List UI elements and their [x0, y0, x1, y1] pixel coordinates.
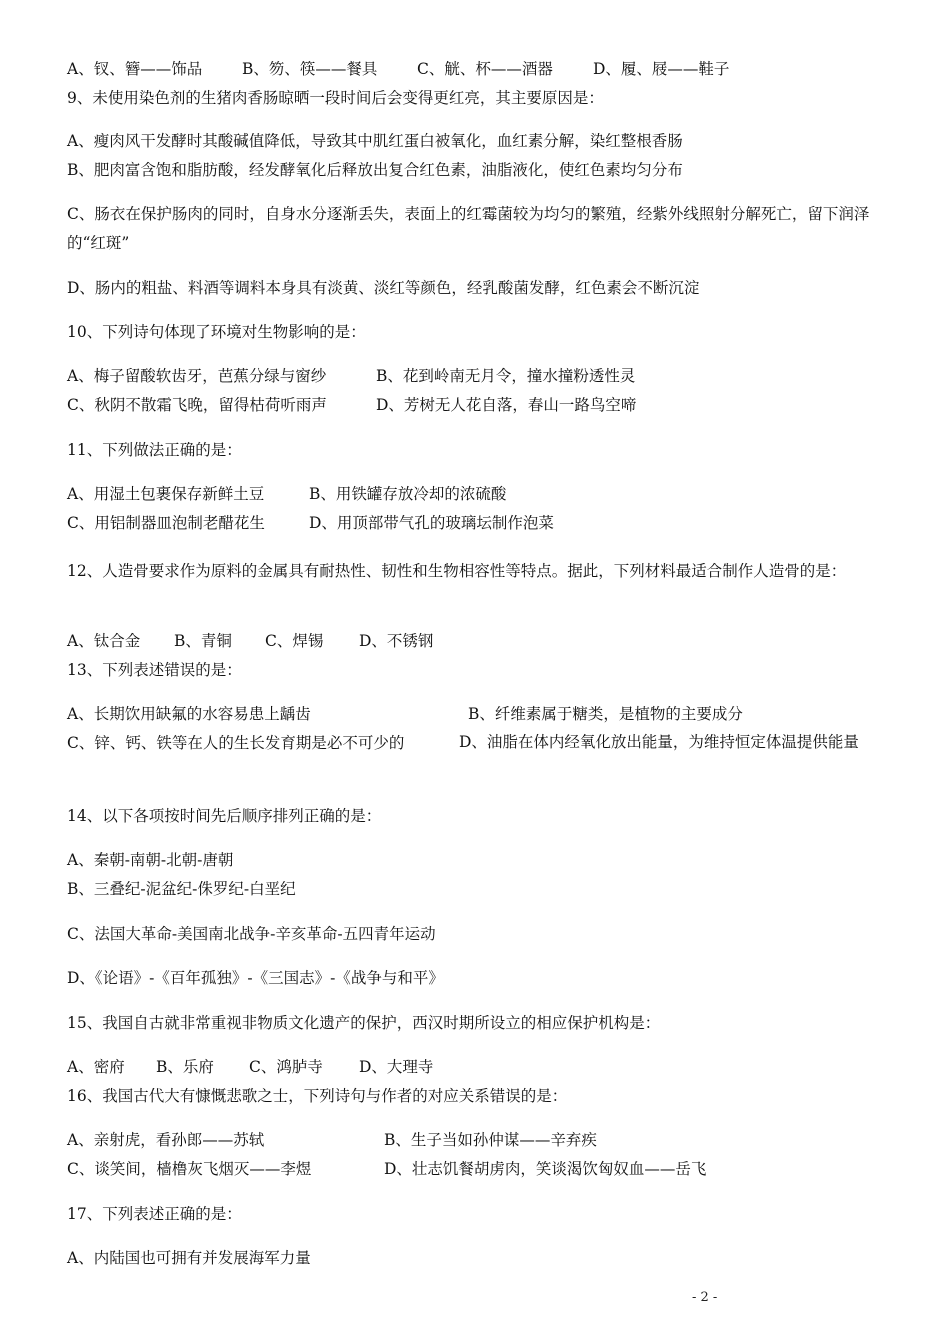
q11-option-d: D、用顶部带气孔的玻璃坛制作泡菜	[309, 514, 554, 532]
q13-option-c: C、锌、钙、铁等在人的生长发育期是必不可少的	[67, 734, 405, 752]
q12-question: 12、人造骨要求作为原料的金属具有耐热性、韧性和生物相容性等特点。据此，下列材料最适合制作人造骨的是：	[67, 562, 847, 580]
q15-option-b: B、乐府	[156, 1058, 214, 1076]
q13-row-1	[67, 704, 887, 724]
q10-question: 10、下列诗句体现了环境对生物影响的是：	[67, 323, 366, 341]
q12-option-c: C、焊锡	[265, 632, 324, 650]
q15-options-row	[67, 1057, 887, 1077]
q12-option-a: A、钛合金	[67, 632, 141, 650]
q16-option-d: D、壮志饥餐胡虏肉，笑谈渴饮匈奴血——岳飞	[384, 1160, 707, 1178]
q14-option-d: D、《论语》-《百年孤独》-《三国志》-《战争与和平》	[67, 969, 444, 987]
q11-option-b: B、用铁罐存放冷却的浓硫酸	[309, 485, 507, 503]
q9-option-a: A、瘦肉风干发酵时其酸碱值降低，导致其中肌红蛋白被氧化，血红素分解，染红整根香肠	[67, 132, 683, 150]
q10-row-2	[67, 395, 887, 415]
q8-option-a: A、钗、簪——饰品	[67, 60, 203, 78]
q16-row-1	[67, 1130, 887, 1150]
q14-question: 14、以下各项按时间先后顺序排列正确的是：	[67, 807, 382, 825]
q16-option-a: A、亲射虎，看孙郎——苏轼	[67, 1131, 265, 1149]
q15-option-c: C、鸿胪寺	[249, 1058, 323, 1076]
q9-question: 9、未使用染色剂的生猪肉香肠晾晒一段时间后会变得更红亮，其主要原因是：	[67, 89, 604, 107]
q9-option-d: D、肠内的粗盐、料酒等调料本身具有淡黄、淡红等颜色，经乳酸菌发酵，红色素会不断沉淀	[67, 279, 700, 297]
q13-question: 13、下列表述错误的是：	[67, 661, 242, 679]
q11-option-a: A、用湿土包裹保存新鲜土豆	[67, 485, 265, 503]
q17-option-a: A、内陆国也可拥有并发展海军力量	[67, 1249, 311, 1267]
q13-option-b: B、纤维素属于糖类，是植物的主要成分	[468, 705, 743, 723]
q14-option-c: C、法国大革命-美国南北战争-辛亥革命-五四青年运动	[67, 925, 436, 943]
q10-option-d: D、芳树无人花自落，春山一路鸟空啼	[376, 396, 637, 414]
q8-option-b: B、笏、筷——餐具	[242, 60, 378, 78]
q16-option-b: B、生子当如孙仲谋——辛弃疾	[384, 1131, 597, 1149]
q8-option-d: D、履、屐——鞋子	[593, 60, 730, 78]
q14-option-a: A、秦朝-南朝-北朝-唐朝	[67, 851, 234, 869]
q17-question: 17、下列表述正确的是：	[67, 1205, 242, 1223]
q12-option-b: B、青铜	[174, 632, 232, 650]
q15-question: 15、我国自古就非常重视非物质文化遗产的保护，西汉时期所设立的相应保护机构是：	[67, 1014, 661, 1032]
q10-row-1	[67, 366, 887, 386]
q13-option-a: A、长期饮用缺氟的水容易患上龋齿	[67, 705, 311, 723]
q9-option-b: B、肥肉富含饱和脂肪酸，经发酵氧化后释放出复合红色素，油脂液化，使红色素均匀分布	[67, 161, 683, 179]
q16-option-c: C、谈笑间，樯橹灰飞烟灭——李煜	[67, 1160, 312, 1178]
q10-option-b: B、花到岭南无月令，撞水撞粉透性灵	[376, 367, 636, 385]
q11-option-c: C、用铝制器皿泡制老醋花生	[67, 514, 265, 532]
q11-row-2	[67, 513, 887, 533]
q11-question: 11、下列做法正确的是：	[67, 441, 242, 459]
q12-option-d: D、不锈钢	[359, 632, 434, 650]
q9-option-c: C、肠衣在保护肠肉的同时，自身水分逐渐丢失，表面上的红霉菌较为均匀的繁殖，经紫外线照射分解死亡，留下润泽的“红斑”	[67, 205, 870, 252]
q15-option-d: D、大理寺	[359, 1058, 434, 1076]
q10-option-c: C、秋阴不散霜飞晚，留得枯荷听雨声	[67, 396, 327, 414]
q12-options-row	[67, 631, 887, 651]
q13-option-d: D、油脂在体内经氧化放出能量，为维持恒定体温提供能量	[459, 733, 859, 751]
q14-option-b: B、三叠纪-泥盆纪-侏罗纪-白垩纪	[67, 880, 296, 898]
q16-question: 16、我国古代大有慷慨悲歌之士，下列诗句与作者的对应关系错误的是：	[67, 1087, 568, 1105]
q8-option-c: C、觥、杯——酒器	[417, 60, 553, 78]
q8-options-row	[67, 59, 887, 79]
q16-row-2	[67, 1159, 887, 1179]
q11-row-1	[67, 484, 887, 504]
q10-option-a: A、梅子留酸软齿牙，芭蕉分绿与窗纱	[67, 367, 327, 385]
page-number: - 2 -	[692, 1290, 718, 1305]
q15-option-a: A、密府	[67, 1058, 125, 1076]
